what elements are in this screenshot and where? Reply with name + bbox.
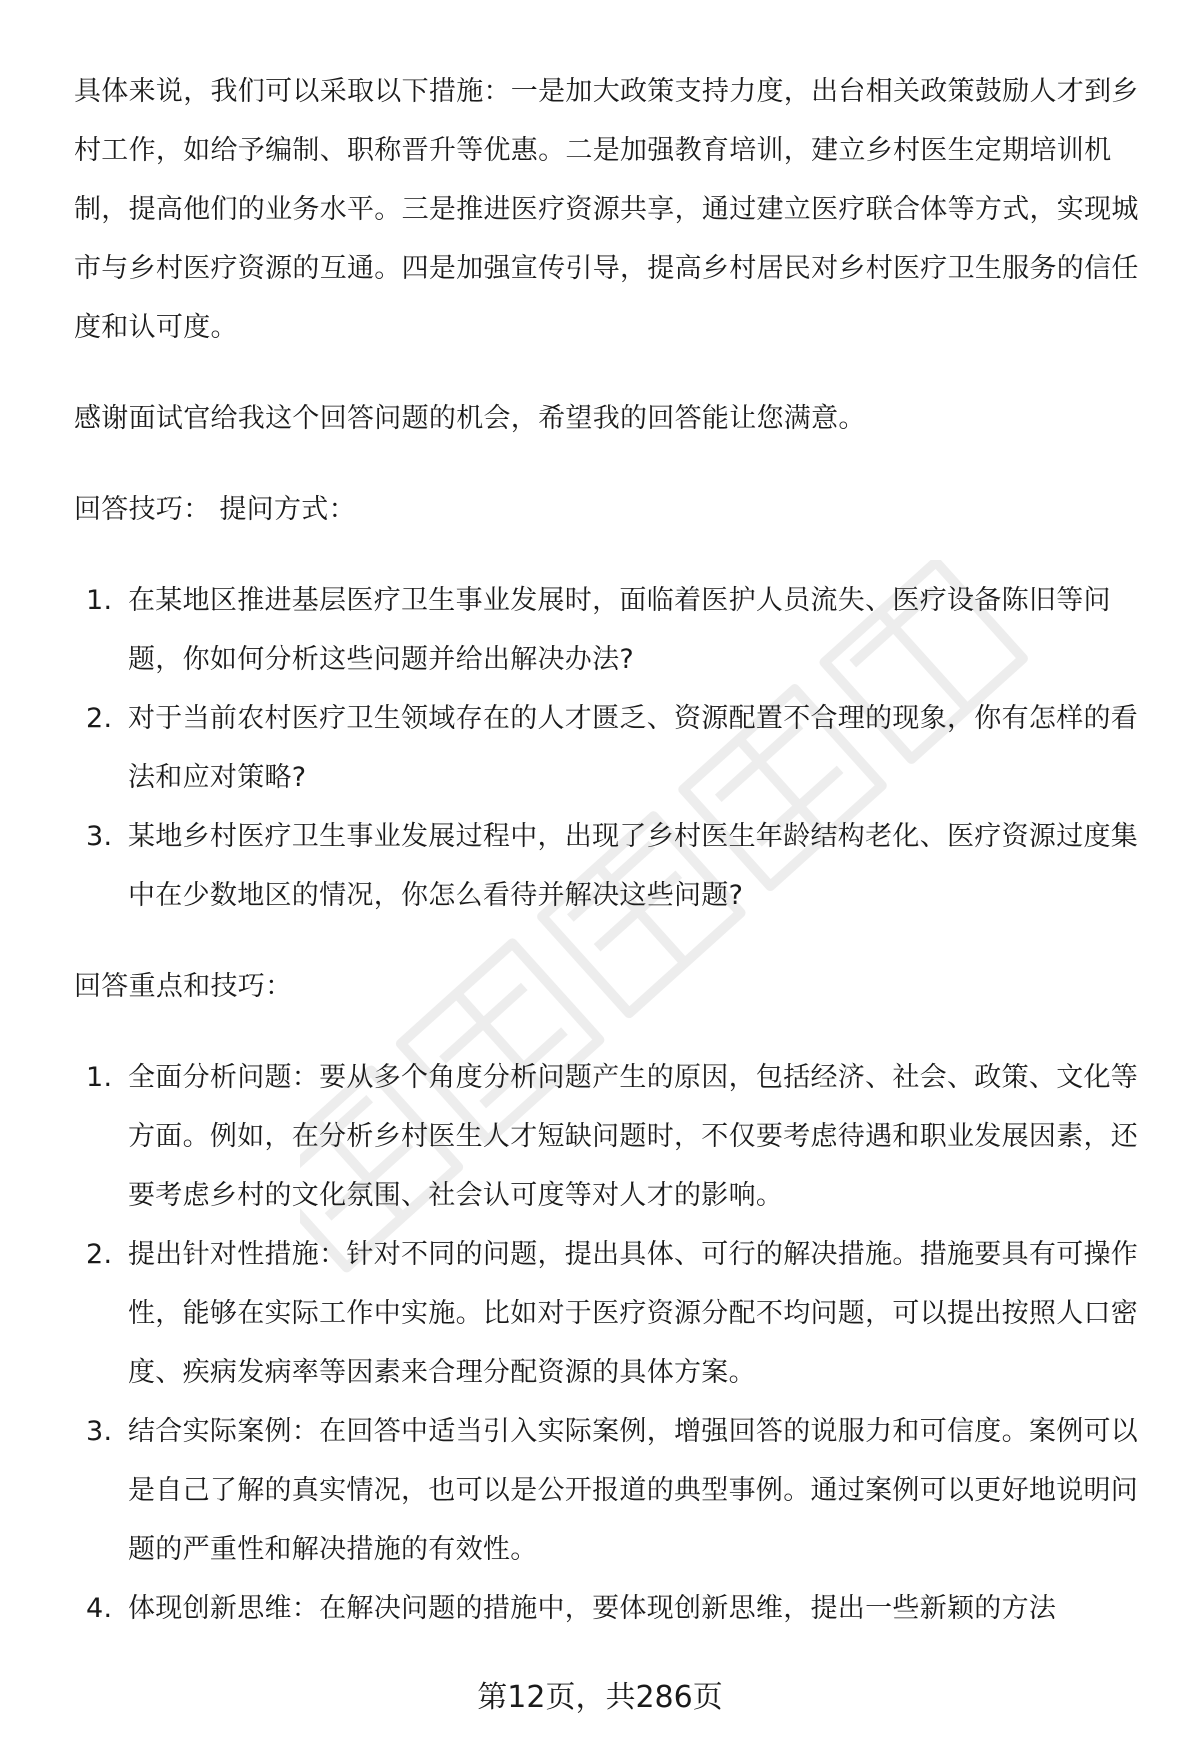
list-item <box>74 1579 1144 1638</box>
list-item-text: 提出针对性措施：针对不同的问题，提出具体、可行的解决措施。措施要具有可操作性，能够在实际工作中实施。比如对于医疗资源分配不均问题，可以提出按照人口密度、疾病发病率等因素来合理分配资源的具体方案。 <box>128 1239 1139 1388</box>
tips-heading: 回答重点和技巧： <box>74 971 293 1002</box>
page-footer: 第12页，共286页 <box>477 1680 723 1715</box>
questions-list <box>74 571 1144 925</box>
intro-paragraph: 具体来说，我们可以采取以下措施：一是加大政策支持力度，出台相关政策鼓励人才到乡村工作，如给予编制、职称晋升等优惠。二是加强教育培训，建立乡村医生定期培训机制，提高他们的业务水平。三是推进医疗资源共享，通过建立医疗联合体等方式，实现城市与乡村医疗资源的互通。四是加强宣传引导，提高乡村居民对乡村医疗卫生服务的信任度和认可度。 <box>74 76 1139 343</box>
list-item-text: 全面分析问题：要从多个角度分析问题产生的原因，包括经济、社会、政策、文化等方面。例如，在分析乡村医生人才短缺问题时，不仅要考虑待遇和职业发展因素，还要考虑乡村的文化氛围、社会认可度等对人才的影响。 <box>128 1062 1139 1211</box>
list-item-number: 3. <box>86 1416 113 1447</box>
list-item <box>74 1225 1144 1402</box>
list-item-number: 4. <box>86 1593 113 1624</box>
list-item <box>74 571 1144 689</box>
list-item <box>74 1048 1144 1225</box>
main-content <box>74 62 1144 1670</box>
tips-list <box>74 1048 1144 1638</box>
list-item <box>74 1402 1144 1579</box>
list-item-number: 1. <box>86 585 113 616</box>
list-item-text: 结合实际案例：在回答中适当引入实际案例，增强回答的说服力和可信度。案例可以是自己了解的真实情况，也可以是公开报道的典型事例。通过案例可以更好地说明问题的严重性和解决措施的有效性。 <box>128 1416 1139 1565</box>
list-item-text: 对于当前农村医疗卫生领域存在的人才匮乏、资源配置不合理的现象，你有怎样的看法和应对策略? <box>128 703 1139 793</box>
list-item-number: 2. <box>86 703 113 734</box>
thanks-paragraph: 感谢面试官给我这个回答问题的机会，希望我的回答能让您满意。 <box>74 403 866 434</box>
list-item-text: 在某地区推进基层医疗卫生事业发展时，面临着医护人员流失、医疗设备陈旧等问题，你如何分析这些问题并给出解决办法? <box>128 585 1111 675</box>
list-item <box>74 689 1144 807</box>
list-item-number: 2. <box>86 1239 113 1270</box>
list-item-number: 3. <box>86 821 113 852</box>
questions-heading: 回答技巧： 提问方式： <box>74 494 356 525</box>
list-item-text: 体现创新思维：在解决问题的措施中，要体现创新思维，提出一些新颖的方法 <box>128 1593 1057 1624</box>
list-item-text: 某地乡村医疗卫生事业发展过程中，出现了乡村医生年龄结构老化、医疗资源过度集中在少数地区的情况，你怎么看待并解决这些问题? <box>128 821 1139 911</box>
list-item <box>74 807 1144 925</box>
list-item-number: 1. <box>86 1062 113 1093</box>
